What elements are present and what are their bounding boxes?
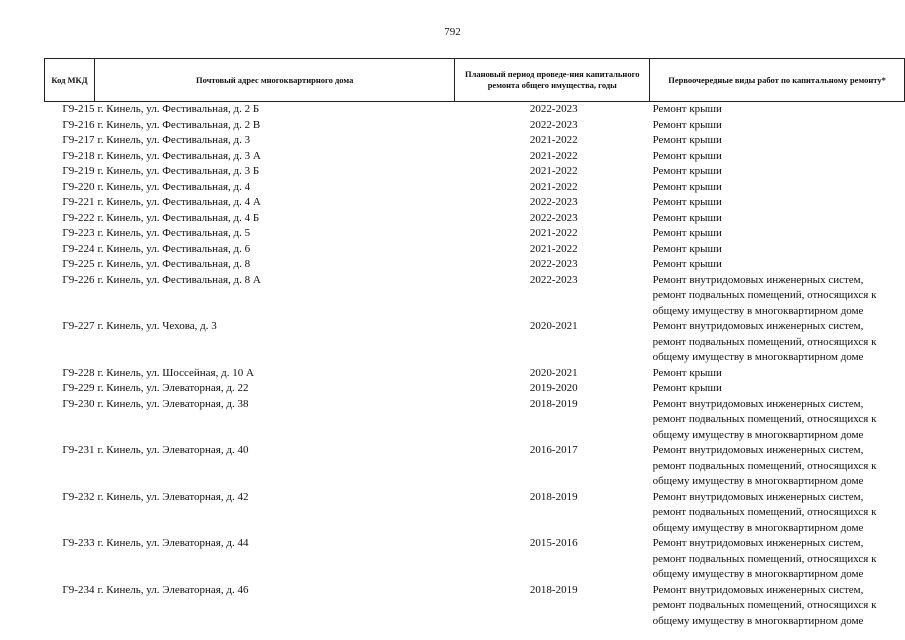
row-period: 2021-2022	[529, 242, 578, 255]
row-address: г. Кинель, ул. Чехова, д. 3	[97, 320, 217, 332]
row-works	[650, 226, 905, 242]
row-works	[650, 583, 905, 630]
row-works	[650, 180, 905, 196]
row-address: г. Кинель, ул. Фестивальная, д. 5	[97, 227, 251, 239]
row-code: Г9-231	[62, 444, 95, 456]
row-address: г. Кинель, ул. Фестивальная, д. 4 А	[97, 196, 261, 208]
row-address: г. Кинель, ул. Фестивальная, д. 4 Б	[97, 211, 260, 224]
works-line: Ремонт крыши	[652, 227, 722, 239]
row-works	[650, 397, 905, 444]
works-line: ремонт подвальных помещений, относящихся к	[652, 289, 877, 301]
row-period: 2021-2022	[529, 149, 578, 162]
table-header	[45, 59, 905, 102]
row-code: Г9-225	[62, 258, 95, 270]
row-address: г. Кинель, ул. Шоссейная, д. 10 А	[97, 366, 254, 379]
table-row	[45, 164, 905, 180]
row-period: 2022-2023	[529, 118, 578, 131]
works-line: общему имуществу в многоквартирном доме	[652, 521, 864, 534]
row-period: 2016-2017	[529, 444, 578, 456]
row-code: Г9-222	[62, 211, 95, 224]
row-works	[650, 366, 905, 382]
row-code: Г9-232	[62, 490, 95, 503]
row-address: г. Кинель, ул. Фестивальная, д. 3	[97, 134, 251, 146]
works-line: Ремонт крыши	[652, 258, 722, 270]
row-code: Г9-221	[62, 196, 95, 208]
row-code: Г9-218	[62, 149, 95, 162]
works-line: Ремонт крыши	[652, 242, 722, 255]
row-period: 2015-2016	[529, 537, 578, 549]
row-address: г. Кинель, ул. Элеваторная, д. 40	[97, 444, 249, 456]
works-line: Ремонт крыши	[652, 165, 722, 177]
header-period: Плановый период проведе-ния капитального ремонта общего имущества, годы	[455, 59, 650, 102]
row-works	[650, 211, 905, 227]
table-row	[45, 273, 905, 320]
row-address: г. Кинель, ул. Элеваторная, д. 42	[97, 490, 249, 503]
row-code: Г9-224	[62, 242, 95, 255]
table-row	[45, 211, 905, 227]
row-works	[650, 257, 905, 273]
header-address: Почтовый адрес многоквартирного дома	[94, 59, 454, 102]
row-address: г. Кинель, ул. Элеваторная, д. 22	[97, 382, 249, 394]
table-row	[45, 133, 905, 149]
table-row	[45, 242, 905, 258]
row-period: 2020-2021	[529, 366, 578, 379]
table-body	[45, 102, 905, 630]
row-period: 2020-2021	[529, 320, 578, 332]
row-address: г. Кинель, ул. Фестивальная, д. 4	[97, 180, 251, 193]
row-address: г. Кинель, ул. Фестивальная, д. 3 Б	[97, 165, 260, 177]
row-works	[650, 536, 905, 583]
works-line: Ремонт крыши	[652, 382, 722, 394]
table-row	[45, 102, 905, 118]
row-code: Г9-233	[62, 537, 95, 549]
works-line: Ремонт крыши	[652, 196, 722, 208]
row-address: г. Кинель, ул. Элеваторная, д. 44	[97, 537, 249, 549]
row-code: Г9-230	[62, 397, 95, 410]
table-row	[45, 118, 905, 134]
table-row	[45, 319, 905, 366]
page-number: 792	[444, 26, 461, 38]
works-line: Ремонт внутридомовых инженерных систем,	[652, 320, 864, 332]
row-works	[650, 490, 905, 537]
works-line: ремонт подвальных помещений, относящихся к	[652, 335, 877, 348]
works-line: ремонт подвальных помещений, относящихся к	[652, 413, 877, 425]
row-period: 2018-2019	[529, 490, 578, 503]
row-address: г. Кинель, ул. Фестивальная, д. 3 А	[97, 149, 261, 162]
row-code: Г9-215	[62, 103, 95, 115]
row-code: Г9-217	[62, 134, 95, 146]
works-line: общему имуществу в многоквартирном доме	[652, 568, 864, 580]
row-code: Г9-216	[62, 118, 95, 131]
row-works	[650, 319, 905, 366]
table-row	[45, 443, 905, 490]
works-line: Ремонт крыши	[652, 118, 722, 131]
row-address: г. Кинель, ул. Элеваторная, д. 46	[97, 583, 249, 596]
row-works	[650, 149, 905, 165]
capital-repair-table	[44, 58, 905, 629]
row-code: Г9-226	[62, 273, 95, 286]
row-period: 2021-2022	[529, 134, 578, 146]
table-row	[45, 226, 905, 242]
row-period: 2022-2023	[529, 258, 578, 270]
row-code: Г9-219	[62, 165, 95, 177]
row-period: 2022-2023	[529, 273, 578, 286]
works-line: Ремонт крыши	[652, 134, 722, 146]
table-row	[45, 257, 905, 273]
row-period: 2022-2023	[529, 103, 578, 115]
works-line: Ремонт внутридомовых инженерных систем,	[652, 444, 864, 456]
works-line: Ремонт крыши	[652, 149, 722, 162]
row-code: Г9-229	[62, 382, 95, 394]
row-code: Г9-234	[62, 583, 95, 596]
table-row	[45, 195, 905, 211]
row-period: 2021-2022	[529, 165, 578, 177]
works-line: общему имуществу в многоквартирном доме	[652, 428, 864, 441]
table-row	[45, 366, 905, 382]
row-code: Г9-227	[62, 320, 95, 332]
header-code: Код МКД	[45, 59, 95, 102]
works-line: общему имуществу в многоквартирном доме	[652, 351, 864, 363]
table-row	[45, 536, 905, 583]
table-row	[45, 381, 905, 397]
header-row	[45, 59, 905, 102]
row-works	[650, 133, 905, 149]
works-line: ремонт подвальных помещений, относящихся к	[652, 552, 877, 565]
row-period: 2022-2023	[529, 196, 578, 208]
works-line: общему имуществу в многоквартирном доме	[652, 475, 864, 487]
header-works: Первоочередные виды работ по капитальному ремонту*	[650, 59, 905, 102]
row-period: 2018-2019	[529, 583, 578, 596]
row-code: Г9-223	[62, 227, 95, 239]
works-line: Ремонт крыши	[652, 366, 722, 379]
row-works	[650, 195, 905, 211]
row-works	[650, 242, 905, 258]
row-works	[650, 381, 905, 397]
row-works	[650, 273, 905, 320]
row-code: Г9-220	[62, 180, 95, 193]
row-period: 2019-2020	[529, 382, 578, 394]
row-address: г. Кинель, ул. Фестивальная, д. 6	[97, 242, 251, 255]
works-line: Ремонт внутридомовых инженерных систем,	[652, 273, 864, 286]
table-row	[45, 180, 905, 196]
works-line: Ремонт внутридомовых инженерных систем,	[652, 397, 864, 410]
works-line: Ремонт внутридомовых инженерных систем,	[652, 583, 864, 596]
row-period: 2022-2023	[529, 211, 578, 224]
row-address: г. Кинель, ул. Фестивальная, д. 2 В	[97, 118, 261, 131]
works-line: общему имуществу в многоквартирном доме	[652, 304, 864, 317]
works-line: общему имуществу в многоквартирном доме	[652, 614, 864, 627]
row-period: 2021-2022	[529, 227, 578, 239]
row-address: г. Кинель, ул. Фестивальная, д. 8 А	[97, 273, 261, 286]
works-line: ремонт подвальных помещений, относящихся к	[652, 599, 877, 611]
row-works	[650, 443, 905, 490]
row-period: 2021-2022	[529, 180, 578, 193]
table-row	[45, 397, 905, 444]
works-line: Ремонт внутридомовых инженерных систем,	[652, 537, 864, 549]
works-line: Ремонт крыши	[652, 103, 722, 115]
row-code: Г9-228	[62, 366, 95, 379]
row-address: г. Кинель, ул. Элеваторная, д. 38	[97, 397, 249, 410]
row-address: г. Кинель, ул. Фестивальная, д. 8	[97, 258, 251, 270]
row-works	[650, 164, 905, 180]
row-works	[650, 102, 905, 118]
row-address: г. Кинель, ул. Фестивальная, д. 2 Б	[97, 103, 260, 115]
table-row	[45, 583, 905, 630]
works-line: Ремонт крыши	[652, 180, 722, 193]
works-line: ремонт подвальных помещений, относящихся к	[652, 459, 877, 472]
table-row	[45, 149, 905, 165]
works-line: ремонт подвальных помещений, относящихся к	[652, 506, 877, 518]
table-row	[45, 490, 905, 537]
row-period: 2018-2019	[529, 397, 578, 410]
row-works	[650, 118, 905, 134]
works-line: Ремонт крыши	[652, 211, 722, 224]
works-line: Ремонт внутридомовых инженерных систем,	[652, 490, 864, 503]
